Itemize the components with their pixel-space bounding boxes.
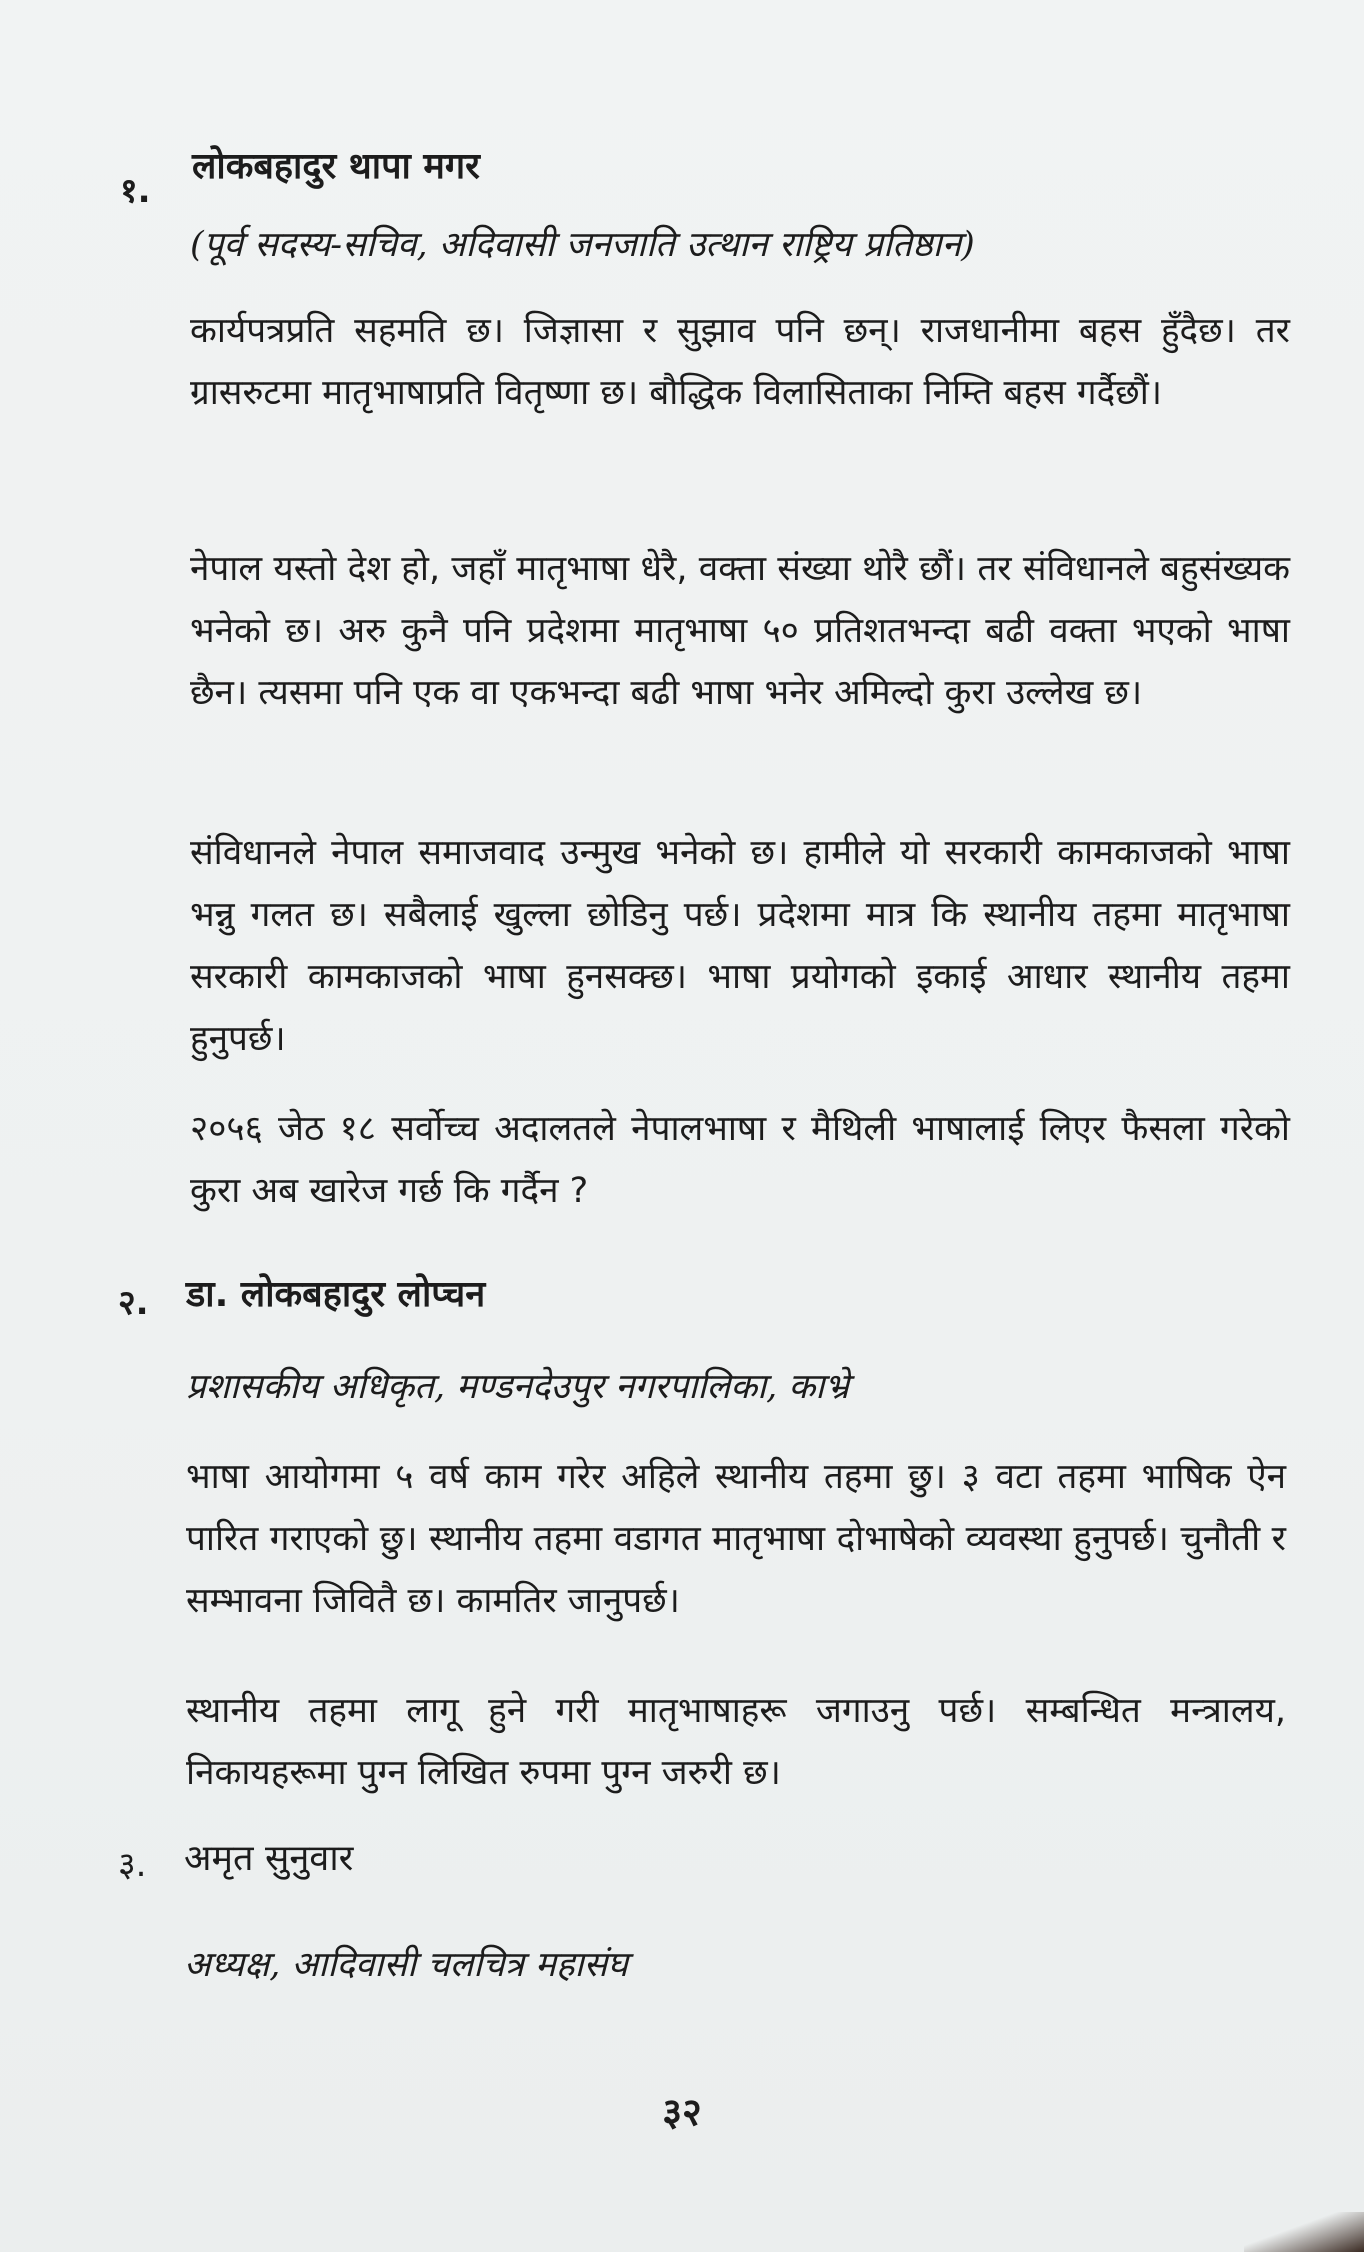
section-number: ३. (118, 1845, 147, 1885)
speaker-role: अध्यक्ष, आदिवासी चलचित्र महासंघ (184, 1945, 628, 1985)
paragraph: कार्यपत्रप्रति सहमति छ। जिज्ञासा र सुझाव पनि छन्। राजधानीमा बहस हुँदैछ। तर ग्रासरुटमा मातृभाषाप्रति वितृष्णा छ। बौद्धिक विलासिताका निम्ति बहस गर्दैछौं। (190, 311, 1290, 413)
speaker-role: (पूर्व सदस्य-सचिव, अदिवासी जनजाति उत्थान राष्ट्रिय प्रतिष्ठान) (190, 225, 975, 265)
paragraph: भाषा आयोगमा ५ वर्ष काम गरेर अहिले स्थानीय तहमा छु। ३ वटा तहमा भाषिक ऐन पारित गराएको छु। स्थानीय तहमा वडागत मातृभाषा दोभाषेको व्यवस्था हुनुपर्छ। चुनौती र सम्भावना जिवितै छ। कामतिर जानुपर्छ। (186, 1457, 1286, 1621)
speaker-name: डा. लोकबहादुर लोप्चन (186, 1274, 486, 1315)
speaker-role: प्रशासकीय अधिकृत, मण्डनदेउपुर नगरपालिका, काभ्रे (186, 1367, 849, 1407)
paragraph: २०५६ जेठ १८ सर्वोच्च अदालतले नेपालभाषा र मैथिली भाषालाई लिएर फैसला गरेको कुरा अब खारेज गर्छ कि गर्दैन ? (190, 1109, 1290, 1211)
speaker-name: अमृत सुनुवार (184, 1838, 354, 1879)
paragraph: नेपाल यस्तो देश हो, जहाँ मातृभाषा धेरै, वक्ता संख्या थोरै छौं। तर संविधानले बहुसंख्यक भनेको छ। अरु कुनै पनि प्रदेशमा मातृभाषा ५० प्रतिशतभन्दा बढी वक्ता भएको भाषा छैन। त्यसमा पनि एक वा एकभन्दा बढी भाषा भनेर अमिल्दो कुरा उल्लेख छ। (190, 549, 1290, 713)
paragraph: संविधानले नेपाल समाजवाद उन्मुख भनेको छ। हामीले यो सरकारी कामकाजको भाषा भन्नु गलत छ। सबैलाई खुल्ला छोडिनु पर्छ। प्रदेशमा मात्र कि स्थानीय तहमा मातृभाषा सरकारी कामकाजको भाषा हुनसक्छ। भाषा प्रयोगको इकाई आधार स्थानीय तहमा हुनुपर्छ। (190, 833, 1290, 1059)
section-number: २. (118, 1283, 149, 1323)
page-number: ३२ (662, 2090, 702, 2134)
section-number: १. (120, 171, 151, 211)
paragraph: स्थानीय तहमा लागू हुने गरी मातृभाषाहरू जगाउनु पर्छ। सम्बन्धित मन्त्रालय, निकायहरूमा पुग्न लिखित रुपमा पुग्न जरुरी छ। (186, 1691, 1286, 1793)
speaker-name: लोकबहादुर थापा मगर (192, 146, 480, 187)
book-edge-shadow (1244, 2212, 1364, 2252)
